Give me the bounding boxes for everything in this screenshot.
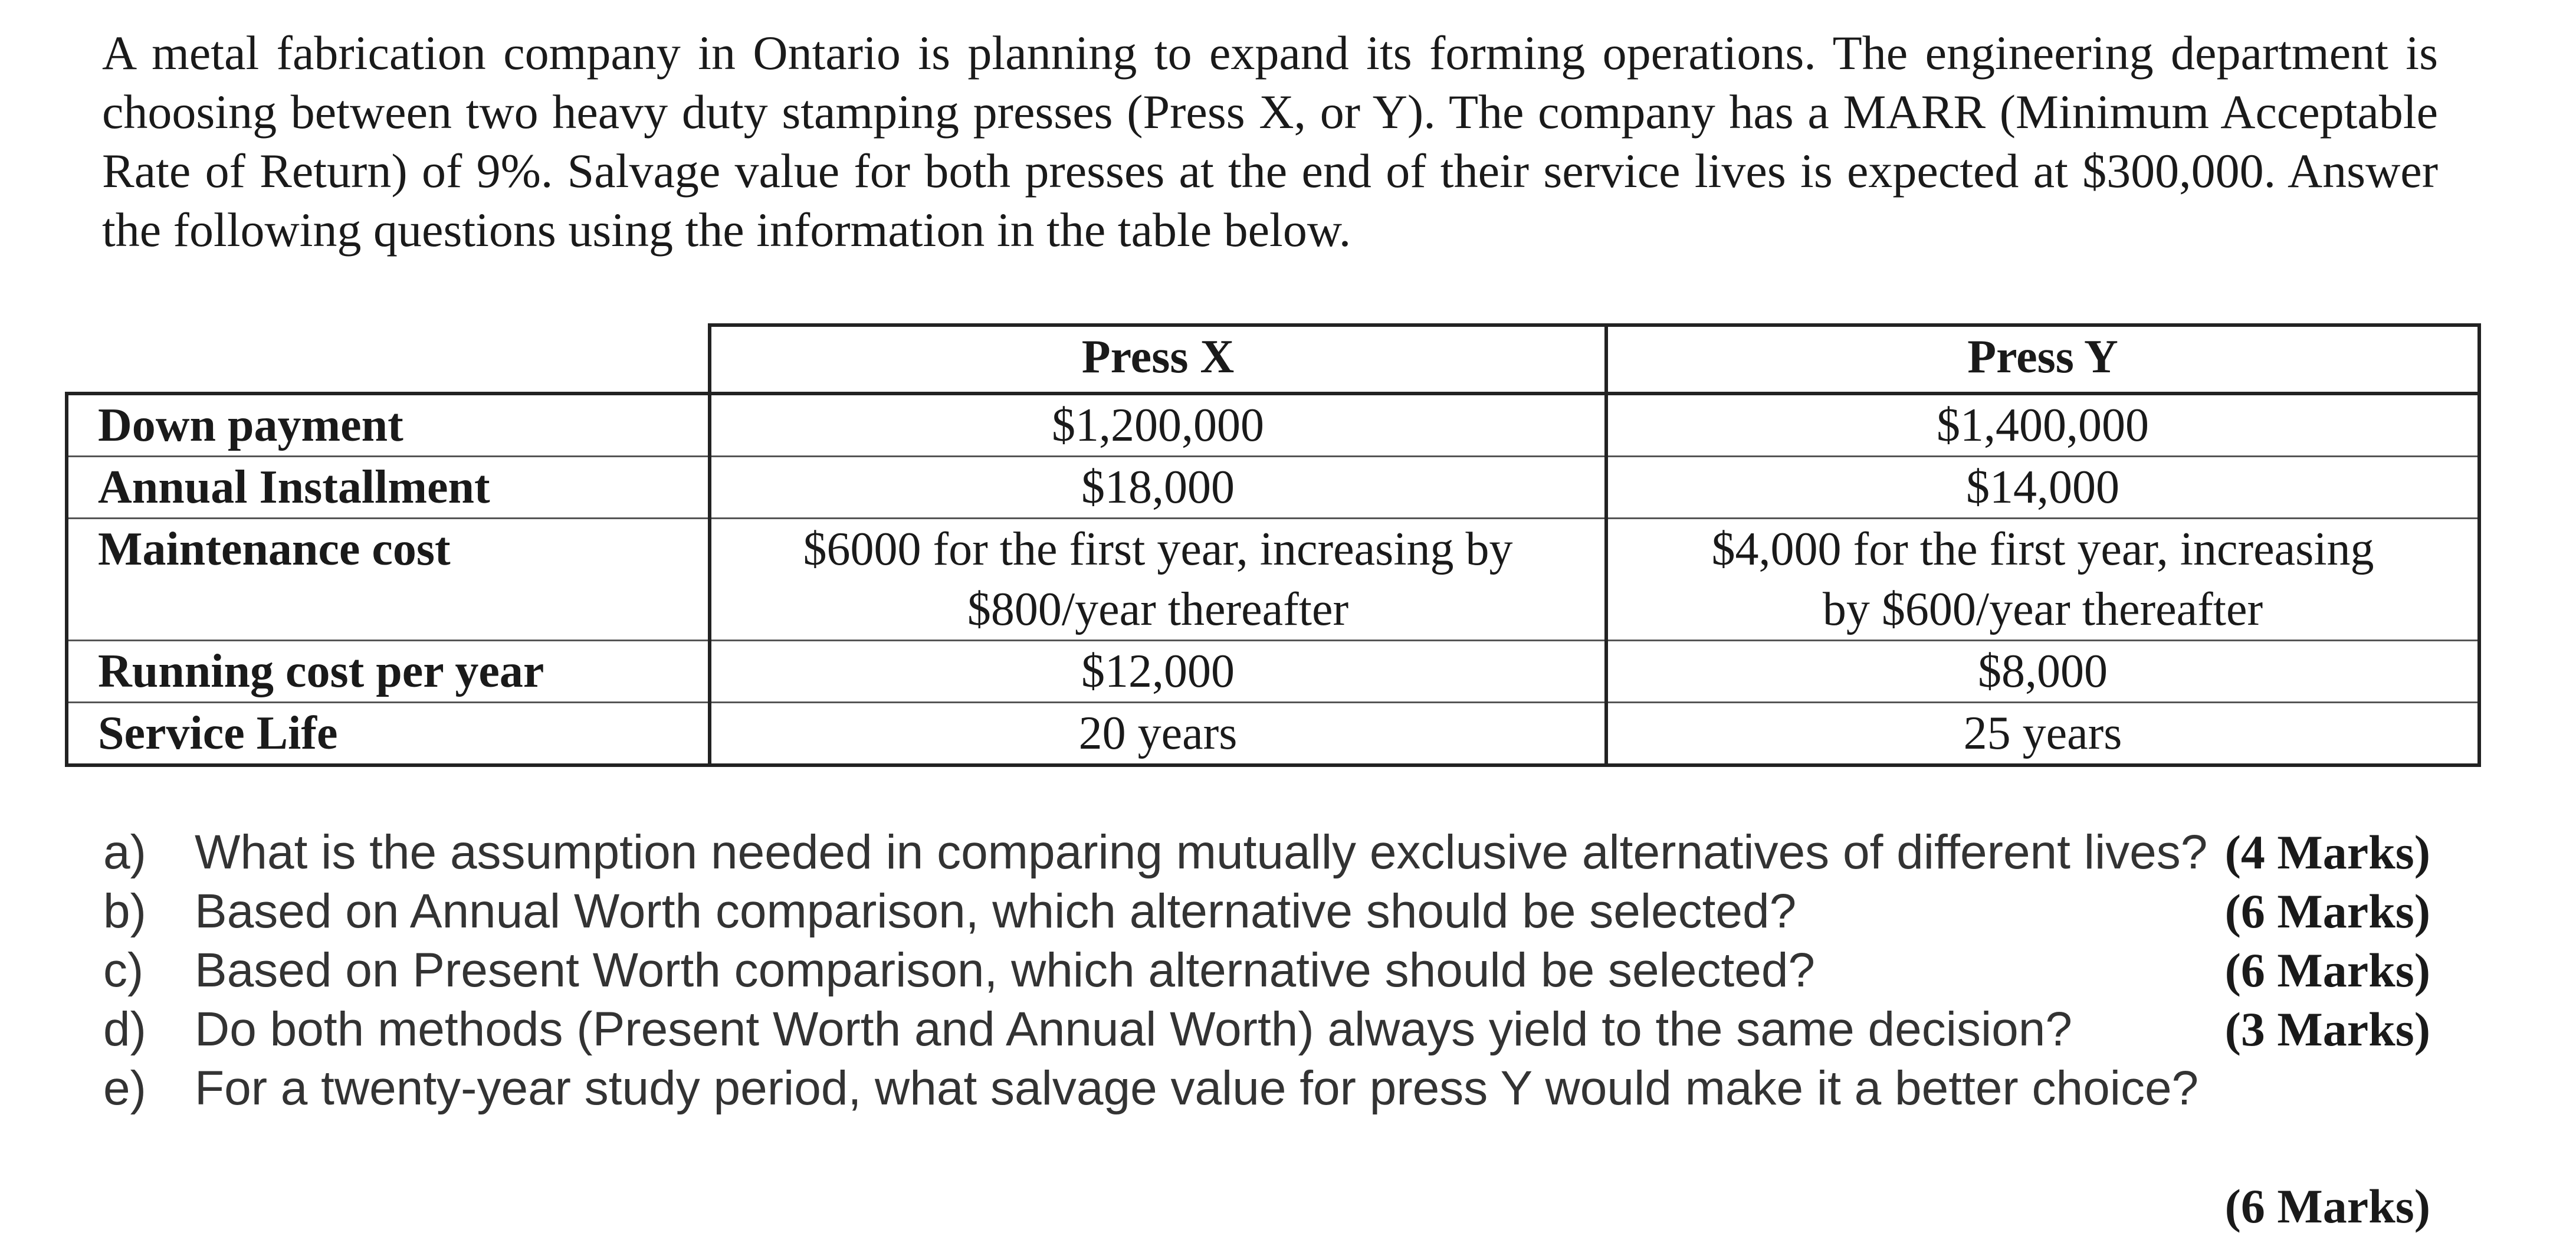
question-item (103, 1059, 2430, 1233)
press-x-value: $18,000 (710, 457, 1606, 519)
header-press-y: Press Y (1606, 325, 2479, 394)
table-row-annual-installment (67, 457, 2479, 519)
press-y-value: $1,400,000 (1606, 394, 2479, 457)
press-x-value (710, 519, 1606, 641)
press-comparison-table (65, 323, 2481, 767)
question-letter: a) (103, 825, 146, 879)
header-press-x: Press X (710, 325, 1606, 394)
press-x-value: $1,200,000 (710, 394, 1606, 457)
question-marks: (6 Marks) (2224, 884, 2430, 938)
problem-statement: A metal fabrication company in Ontario is planning to expand its forming operations. The engineering department is choosing between two heavy duty stamping presses (Press X, or Y). The company has a MARR (Minimum Acceptable Rate of Return) of 9%. Salvage value for both presses at the end of their service lives is expected at $300,000. Answer the following questions using the information in the table below. (102, 26, 2438, 257)
question-item (103, 941, 2430, 1000)
table-row-maintenance-cost (67, 519, 2479, 641)
row-label: Down payment (67, 394, 710, 457)
question-list (103, 823, 2430, 1233)
press-y-value: 25 years (1606, 703, 2479, 766)
question-text: Do both methods (Present Worth and Annual Worth) always yield to the same decision? (195, 1002, 2072, 1056)
question-marks: (3 Marks) (2224, 1002, 2430, 1056)
question-letter: b) (103, 884, 146, 938)
press-y-value (1606, 519, 2479, 641)
question-letter: d) (103, 1002, 146, 1056)
row-label: Service Life (67, 703, 710, 766)
question-marks: (6 Marks) (2224, 1179, 2430, 1233)
question-marks: (6 Marks) (2224, 943, 2430, 997)
press-y-value: $14,000 (1606, 457, 2479, 519)
press-y-maintenance-line2: by $600/year thereafter (1822, 583, 2263, 635)
table-row-service-life (67, 703, 2479, 766)
press-x-maintenance-line1: $6000 for the first year, increasing by (803, 523, 1513, 575)
press-x-value: $12,000 (710, 641, 1606, 703)
question-text: What is the assumption needed in comparing mutually exclusive alternatives of different lives? (195, 825, 2208, 879)
press-x-value: 20 years (710, 703, 1606, 766)
press-y-value: $8,000 (1606, 641, 2479, 703)
question-text: For a twenty-year study period, what salvage value for press Y would make it a better choice? (195, 1061, 2199, 1115)
question-text: Based on Annual Worth comparison, which alternative should be selected? (195, 884, 1797, 938)
question-item (103, 823, 2430, 882)
question-marks: (4 Marks) (2224, 825, 2430, 879)
header-blank-cell (67, 325, 710, 394)
question-letter: e) (103, 1061, 146, 1115)
question-text: Based on Present Worth comparison, which alternative should be selected? (195, 943, 1816, 997)
table-row-down-payment (67, 394, 2479, 457)
question-letter: c) (103, 943, 144, 997)
question-item (103, 1000, 2430, 1059)
table-header-row (67, 325, 2479, 394)
table-row-running-cost (67, 641, 2479, 703)
question-item (103, 882, 2430, 941)
press-x-maintenance-line2: $800/year thereafter (967, 583, 1349, 635)
row-label: Maintenance cost (67, 519, 710, 641)
row-label: Annual Installment (67, 457, 710, 519)
press-y-maintenance-line1: $4,000 for the first year, increasing (1711, 523, 2374, 575)
row-label: Running cost per year (67, 641, 710, 703)
